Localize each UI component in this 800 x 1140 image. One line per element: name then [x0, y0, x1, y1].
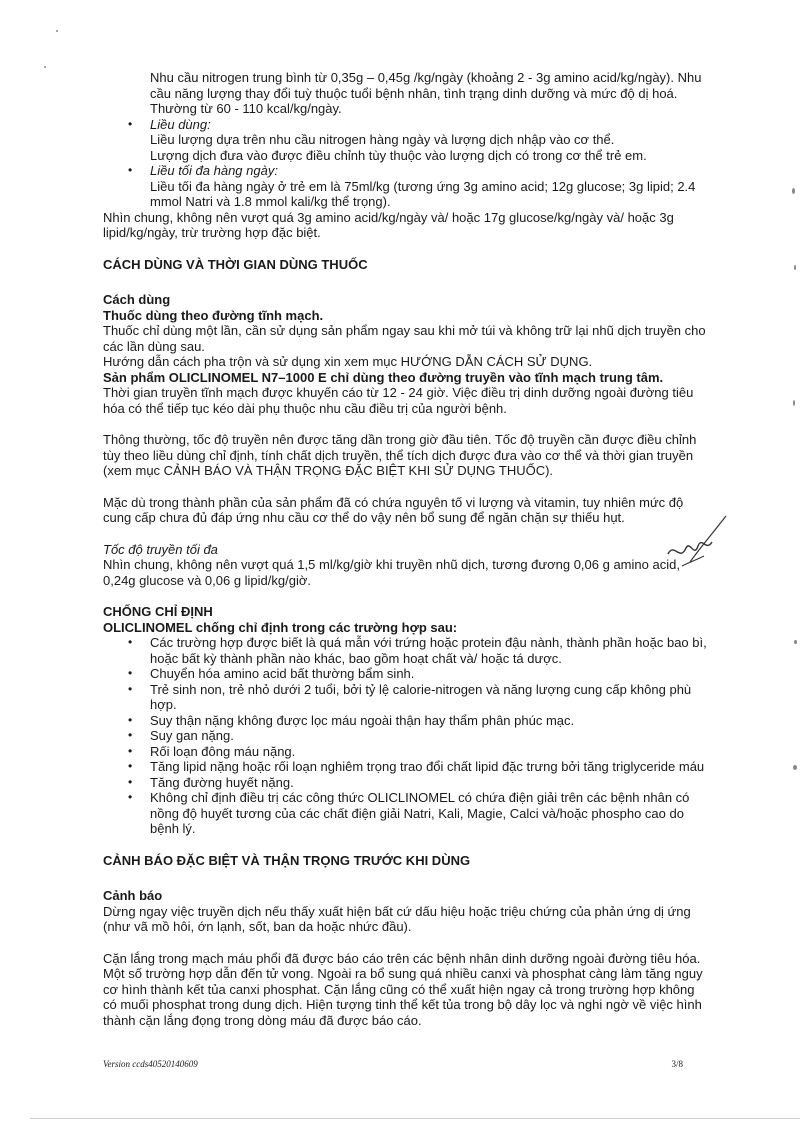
scan-speck	[56, 30, 58, 32]
text-line: Nhìn chung, không nên vượt quá 3g amino acid/kg/ngày và/ hoặc 17g glucose/kg/ngày và/ hoặc 3g	[103, 209, 674, 225]
text-line: lipid/kg/ngày, trừ trường hợp đặc biệt.	[103, 225, 321, 240]
text-line: Liều tối đa hàng ngày ở trẻ em là 75ml/kg (tương ứng 3g amino acid; 12g glucose; 3g lipid; 2.4	[150, 178, 696, 194]
text-line: • Suy thận nặng không được lọc máu ngoài thận hay thẩm phân phúc mạc.	[150, 712, 575, 728]
dose-bullet	[103, 117, 723, 133]
text-line: • Tăng lipid nặng hoặc rối loạn nghiêm trọng trao đổi chất lipid đặc trưng bởi tăng triglyceride máu	[150, 759, 705, 774]
text-line: các lần dùng sau.	[103, 338, 205, 354]
list-item	[103, 744, 723, 760]
text-line: Nhu cầu nitrogen trung bình từ 0,35g – 0,45g /kg/ngày (khoảng 2 - 3g amino acid/kg/ngày). Nhu	[150, 70, 702, 85]
max-dose-bullet	[103, 163, 723, 179]
contraindications-subheading: OLICLINOMEL chống chỉ định trong các trường hợp sau:	[103, 619, 458, 635]
max-dose-label: Liều tối đa hàng ngày:	[150, 163, 278, 178]
max-rate-paragraph	[103, 557, 723, 588]
text-line: nồng độ huyết tương của các chất điện giải Natri, Kali, Magie, Calci và/hoặc phospho cao do	[150, 805, 684, 821]
list-item	[103, 775, 723, 791]
precipitate-warning-paragraph	[103, 951, 723, 1029]
list-item	[103, 713, 723, 729]
version-label: Version ccds40520140609	[103, 1059, 198, 1069]
document-body	[103, 70, 723, 1028]
text-line: hóa có thể tiếp tục kéo dài phụ thuộc nhu cầu điều trị của người bệnh.	[103, 400, 507, 416]
list-item	[103, 728, 723, 744]
scan-speck	[794, 640, 797, 644]
route-statement: Thuốc dùng theo đường tĩnh mạch.	[103, 307, 324, 323]
mixing-instructions-line: Hướng dẫn cách pha trộn và sử dụng xin xem mục HƯỚNG DẪN CÁCH SỬ DỤNG.	[103, 354, 593, 369]
nitrogen-requirement-paragraph	[103, 70, 723, 117]
text-line: cung cấp chưa đủ đáp ứng nhu cầu cơ thể do vậy nên bổ sung để ngăn chặn sự thiếu hụt.	[103, 510, 625, 525]
text-line: (như vã mồ hôi, ớn lạnh, sốt, ban da hoặc nhức đầu).	[103, 919, 412, 934]
page-footer	[103, 1057, 683, 1073]
text-line: cơ hình thành kết tủa canxi phosphat. Cặn lắng cũng có thể xuất hiện ngay cả trong trường hợp không	[103, 981, 695, 997]
text-line: • Rối loạn đông máu nặng.	[150, 743, 296, 759]
general-limit-paragraph	[103, 210, 723, 241]
section-heading-warnings: CẢNH BÁO ĐẶC BIỆT VÀ THẬN TRỌNG TRƯỚC KHI DÙNG	[103, 852, 471, 868]
max-dose-bullets	[103, 163, 723, 179]
list-item	[103, 635, 723, 666]
dose-paragraph	[103, 132, 723, 163]
text-line: Một số trường hợp dẫn đến tử vong. Ngoài ra bổ sung quá nhiều canxi và phosphat càng làm tăng nguy	[103, 966, 703, 981]
text-line: Nhìn chung, không nên vượt quá 1,5 ml/kg/giờ khi truyền nhũ dịch, tương đương 0,06 g amino acid,	[103, 557, 680, 572]
text-line: Cặn lắng trong mạch máu phổi đã được báo cáo trên các bệnh nhân dinh dưỡng ngoài đường tiêu hóa.	[103, 950, 701, 966]
dose-label: Liều dùng:	[150, 116, 211, 132]
text-line: Thời gian truyền tĩnh mạch được khuyến cáo từ 12 - 24 giờ. Việc điều trị dinh dưỡng ngoài đường tiêu	[103, 385, 694, 400]
scan-speck	[44, 66, 46, 68]
dosage-bullets	[103, 117, 723, 133]
infusion-rate-paragraph	[103, 432, 723, 479]
allergy-warning-paragraph	[103, 904, 723, 935]
text-line: Mặc dù trong thành phần của sản phẩm đã có chứa nguyên tố vi lượng và vitamin, tuy nhiên mức độ	[103, 494, 684, 510]
max-dose-paragraph	[103, 179, 723, 210]
text-line: (xem mục CẢNH BÁO VÀ THẬN TRỌNG ĐẶC BIỆT KHI SỬ DỤNG THUỐC).	[103, 463, 554, 478]
text-line: Dừng ngay việc truyền dịch nếu thấy xuất hiện bất cứ dấu hiệu hoặc triệu chứng của phản ứng dị ứng	[103, 903, 691, 919]
central-vein-statement: Sản phẩm OLICLINOMEL N7–1000 E chỉ dùng theo đường truyền vào tĩnh mạch trung tâm.	[103, 369, 664, 385]
text-line: bệnh lý.	[150, 821, 196, 836]
section-heading-contraindications: CHỐNG CHỈ ĐỊNH	[103, 604, 213, 619]
scan-speck	[792, 188, 795, 194]
infusion-duration-paragraph	[103, 385, 723, 416]
text-line: Thường từ 60 - 110 kcal/kg/ngày.	[150, 101, 342, 116]
text-line: cầu năng lượng thay đổi tuỳ thuộc tuổi bệnh nhân, tình trạng dinh dưỡng và mức độ dị hoá.	[150, 85, 678, 101]
text-line: tùy theo liều dùng chỉ định, tính chất dịch truyền, thể tích dịch được đưa vào cơ thể và thời gian truyền	[103, 447, 694, 463]
max-rate-label: Tốc độ truyền tối đa	[103, 541, 218, 557]
text-line: • Không chỉ định điều trị các công thức OLICLINOMEL có chứa điện giải trên các bệnh nhân có	[150, 790, 690, 805]
trace-elements-paragraph	[103, 495, 723, 526]
text-line: • Các trường hợp được biết là quá mẫn với trứng hoặc protein đậu nành, thành phần hoặc bao bì,	[150, 635, 707, 650]
list-item	[103, 790, 723, 837]
text-line: • Trẻ sinh non, trẻ nhỏ dưới 2 tuổi, bởi tỷ lệ calorie-nitrogen và năng lượng cung cấp không phù	[150, 681, 692, 697]
text-line: • Chuyển hóa amino acid bất thường bẩm sinh.	[150, 666, 415, 681]
bottom-divider	[30, 1118, 800, 1119]
text-line: Liều lượng dựa trên nhu cầu nitrogen hàng ngày và lượng dịch nhập vào cơ thể.	[150, 132, 615, 147]
list-item	[103, 682, 723, 713]
text-line: • Suy gan nặng.	[150, 728, 234, 743]
text-line: có muối phosphat trong dung dịch. Hiện tượng tinh thể kết tủa trong bộ dây lọc và nghi ngờ về việc hình	[103, 997, 702, 1012]
text-line: 0,24g glucose và 0,06 g lipid/kg/giờ.	[103, 572, 311, 588]
list-item	[103, 666, 723, 682]
list-item	[103, 759, 723, 775]
scan-speck	[793, 400, 795, 406]
text-line: • Tăng đường huyết nặng.	[150, 774, 294, 790]
single-use-paragraph	[103, 323, 723, 354]
text-line: Lượng dịch đưa vào được điều chỉnh tùy thuộc vào lượng dịch có trong cơ thể trẻ em.	[150, 147, 647, 163]
text-line: Thuốc chỉ dùng một lần, cần sử dụng sản phẩm ngay sau khi mở túi và không trữ lại nhũ dịch truyền cho	[103, 323, 706, 338]
subheading-usage: Cách dùng	[103, 292, 171, 307]
text-line: Thông thường, tốc độ truyền nên được tăng dần trong giờ đầu tiên. Tốc độ truyền cần được điều chỉnh	[103, 432, 697, 447]
section-heading-administration: CÁCH DÙNG VÀ THỜI GIAN DÙNG THUỐC	[103, 256, 368, 272]
contraindications-list	[103, 635, 723, 837]
scan-speck	[794, 265, 796, 270]
text-line: hợp.	[150, 697, 177, 712]
text-line: thành cặn lắng đọng trong dòng máu đã được báo cáo.	[103, 1012, 422, 1028]
page-number: 3/8	[671, 1059, 683, 1069]
text-line: hoặc bất kỳ thành phần nào khác, bao gồm hoạt chất và/ hoặc tá dược.	[150, 650, 562, 666]
text-line: mmol Natri và 1.8 mmol kali/kg thể trọng).	[150, 194, 391, 209]
scan-speck	[793, 765, 797, 770]
signature-mark	[660, 512, 730, 572]
warnings-subheading: Cảnh báo	[103, 888, 163, 903]
